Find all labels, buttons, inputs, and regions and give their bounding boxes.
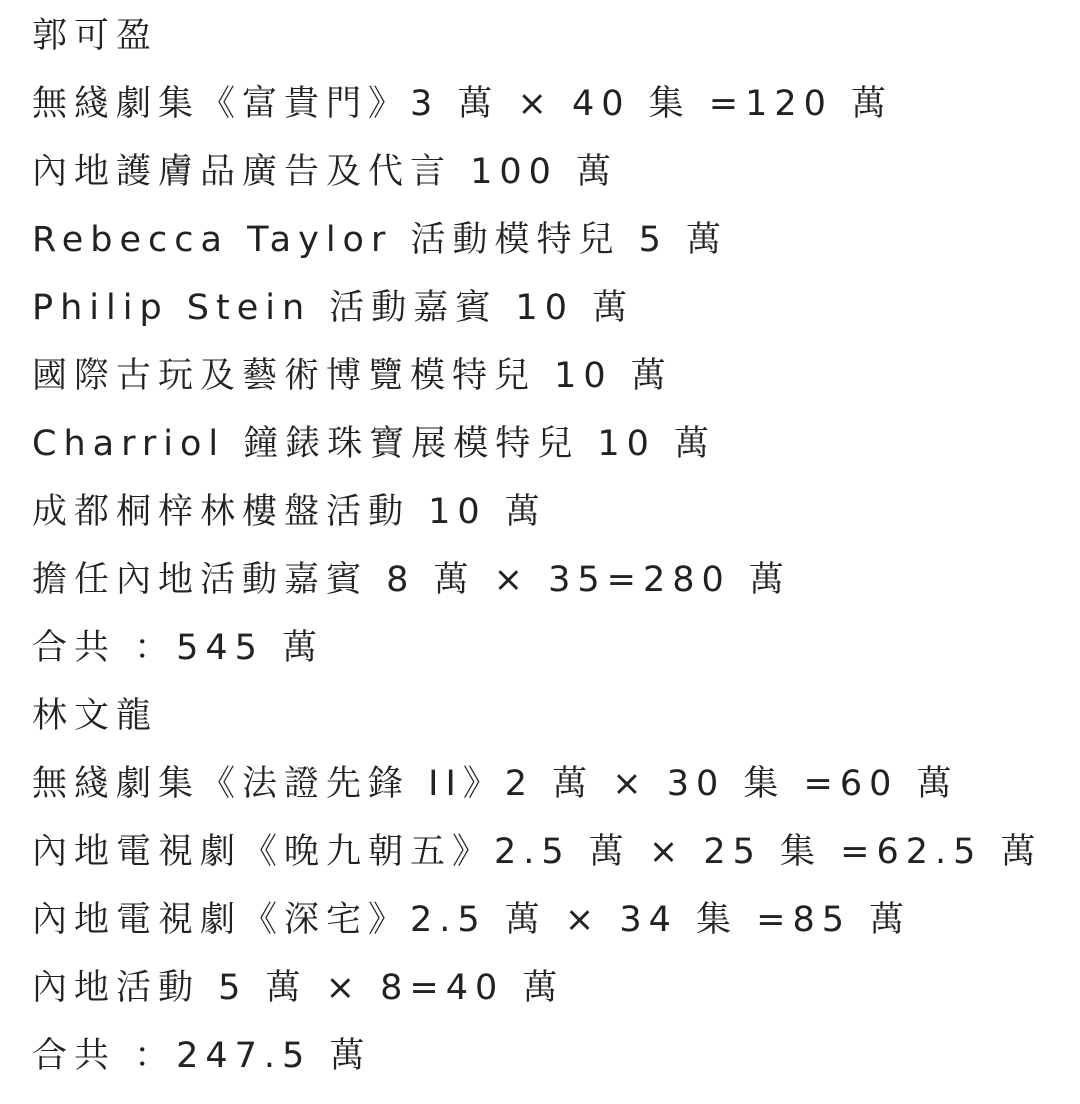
income-line: 擔任內地活動嘉賓 8 萬 × 35=280 萬 [32, 560, 791, 600]
income-line: Rebecca Taylor 活動模特兒 5 萬 [32, 220, 729, 260]
income-line: 內地活動 5 萬 × 8=40 萬 [32, 968, 565, 1008]
heading-name-2: 林文龍 [32, 696, 159, 736]
income-line: 內地電視劇《晚九朝五》2.5 萬 × 25 集 =62.5 萬 [32, 832, 1043, 872]
income-line: 成都桐梓林樓盤活動 10 萬 [32, 492, 547, 532]
total-line: 合共 ：247.5 萬 [32, 1036, 372, 1076]
income-line: 無綫劇集《法證先鋒 II》2 萬 × 30 集 =60 萬 [32, 764, 959, 804]
total-line: 合共 ：545 萬 [32, 628, 325, 668]
heading-name-1: 郭可盈 [32, 16, 159, 56]
income-line: 國際古玩及藝術博覽模特兒 10 萬 [32, 356, 673, 396]
income-line: Charriol 鐘錶珠寶展模特兒 10 萬 [32, 424, 717, 464]
income-line: 內地電視劇《深宅》2.5 萬 × 34 集 =85 萬 [32, 900, 912, 940]
income-line: 內地護膚品廣告及代言 100 萬 [32, 152, 619, 192]
income-line: Philip Stein 活動嘉賓 10 萬 [32, 288, 635, 328]
income-line: 無綫劇集《富貴門》3 萬 × 40 集 =120 萬 [32, 84, 894, 124]
